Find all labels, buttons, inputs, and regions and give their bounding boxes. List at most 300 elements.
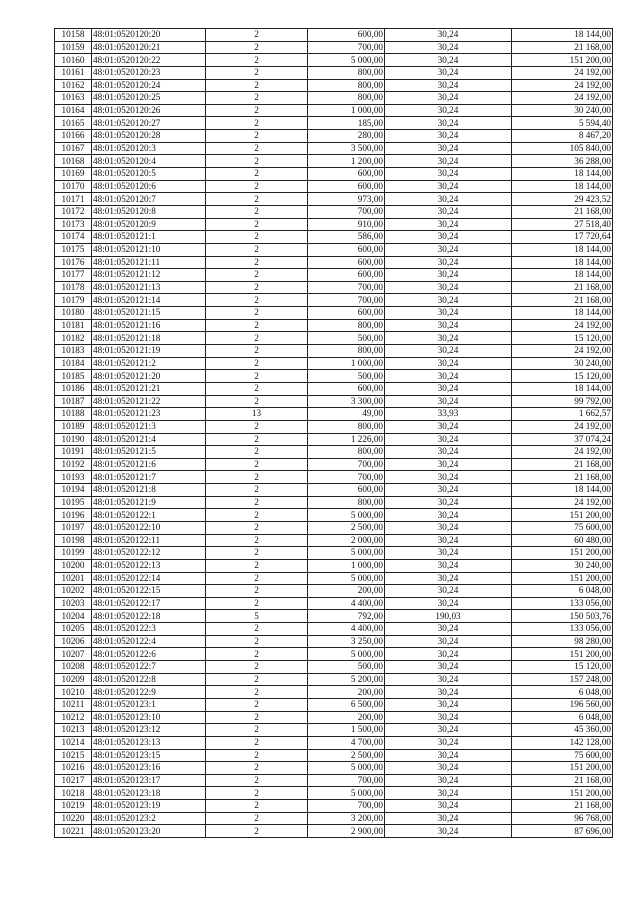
- table-row: [55, 686, 613, 699]
- category-cell: 2: [206, 496, 308, 509]
- value-cell: 1 662,57: [512, 408, 613, 421]
- table-row: [55, 420, 613, 433]
- rate-cell: 30,24: [385, 762, 512, 775]
- area-cell: 700,00: [308, 294, 385, 307]
- area-cell: 2 500,00: [308, 521, 385, 534]
- rate-cell: 30,24: [385, 92, 512, 105]
- category-cell: 2: [206, 231, 308, 244]
- area-cell: 2 000,00: [308, 534, 385, 547]
- row-number-cell: 10200: [55, 559, 92, 572]
- table-row: [55, 104, 613, 117]
- row-number-cell: 10207: [55, 648, 92, 661]
- value-cell: 45 360,00: [512, 724, 613, 737]
- category-cell: 2: [206, 54, 308, 67]
- value-cell: 151 200,00: [512, 762, 613, 775]
- table-row: [55, 698, 613, 711]
- cadastral-number-cell: 48:01:0520121:2: [92, 357, 206, 370]
- area-cell: 700,00: [308, 41, 385, 54]
- value-cell: 142 128,00: [512, 736, 613, 749]
- area-cell: 5 200,00: [308, 673, 385, 686]
- value-cell: 96 768,00: [512, 812, 613, 825]
- rate-cell: 30,24: [385, 787, 512, 800]
- area-cell: 5 000,00: [308, 572, 385, 585]
- category-cell: 2: [206, 395, 308, 408]
- cadastral-number-cell: 48:01:0520120:28: [92, 130, 206, 143]
- value-cell: 18 144,00: [512, 382, 613, 395]
- value-cell: 15 120,00: [512, 332, 613, 345]
- value-cell: 150 503,76: [512, 610, 613, 623]
- row-number-cell: 10172: [55, 205, 92, 218]
- cadastral-number-cell: 48:01:0520120:25: [92, 92, 206, 105]
- area-cell: 4 400,00: [308, 623, 385, 636]
- category-cell: 2: [206, 142, 308, 155]
- area-cell: 1 000,00: [308, 104, 385, 117]
- category-cell: 2: [206, 572, 308, 585]
- area-cell: 200,00: [308, 711, 385, 724]
- cadastral-number-cell: 48:01:0520121:23: [92, 408, 206, 421]
- table-row: [55, 559, 613, 572]
- table-row: [55, 800, 613, 813]
- cadastral-number-cell: 48:01:0520120:22: [92, 54, 206, 67]
- row-number-cell: 10181: [55, 319, 92, 332]
- row-number-cell: 10220: [55, 812, 92, 825]
- row-number-cell: 10203: [55, 597, 92, 610]
- category-cell: 2: [206, 218, 308, 231]
- row-number-cell: 10173: [55, 218, 92, 231]
- area-cell: 800,00: [308, 420, 385, 433]
- table-row: [55, 205, 613, 218]
- row-number-cell: 10159: [55, 41, 92, 54]
- rate-cell: 30,24: [385, 648, 512, 661]
- rate-cell: 30,24: [385, 724, 512, 737]
- row-number-cell: 10213: [55, 724, 92, 737]
- table-row: [55, 724, 613, 737]
- rate-cell: 30,24: [385, 218, 512, 231]
- area-cell: 5 000,00: [308, 54, 385, 67]
- category-cell: 2: [206, 332, 308, 345]
- category-cell: 2: [206, 547, 308, 560]
- area-cell: 700,00: [308, 774, 385, 787]
- category-cell: 2: [206, 749, 308, 762]
- row-number-cell: 10199: [55, 547, 92, 560]
- value-cell: 157 248,00: [512, 673, 613, 686]
- cadastral-number-cell: 48:01:0520122:18: [92, 610, 206, 623]
- category-cell: 2: [206, 155, 308, 168]
- category-cell: 2: [206, 345, 308, 358]
- value-cell: 133 056,00: [512, 597, 613, 610]
- cadastral-number-cell: 48:01:0520121:21: [92, 382, 206, 395]
- value-cell: 75 600,00: [512, 521, 613, 534]
- rate-cell: 30,24: [385, 54, 512, 67]
- cadastral-number-cell: 48:01:0520122:13: [92, 559, 206, 572]
- area-cell: 1 500,00: [308, 724, 385, 737]
- table-row: [55, 130, 613, 143]
- rate-cell: 30,24: [385, 294, 512, 307]
- row-number-cell: 10176: [55, 256, 92, 269]
- rate-cell: 30,24: [385, 433, 512, 446]
- rate-cell: 30,24: [385, 521, 512, 534]
- area-cell: 500,00: [308, 661, 385, 674]
- value-cell: 37 074,24: [512, 433, 613, 446]
- rate-cell: 30,24: [385, 572, 512, 585]
- rate-cell: 30,24: [385, 142, 512, 155]
- rate-cell: 30,24: [385, 585, 512, 598]
- cadastral-number-cell: 48:01:0520122:14: [92, 572, 206, 585]
- area-cell: 1 226,00: [308, 433, 385, 446]
- cadastral-number-cell: 48:01:0520123:20: [92, 825, 206, 838]
- row-number-cell: 10182: [55, 332, 92, 345]
- category-cell: 2: [206, 370, 308, 383]
- row-number-cell: 10205: [55, 623, 92, 636]
- category-cell: 2: [206, 534, 308, 547]
- area-cell: 910,00: [308, 218, 385, 231]
- value-cell: 133 056,00: [512, 623, 613, 636]
- table-row: [55, 370, 613, 383]
- rate-cell: 30,24: [385, 635, 512, 648]
- cadastral-number-cell: 48:01:0520121:20: [92, 370, 206, 383]
- value-cell: 30 240,00: [512, 357, 613, 370]
- row-number-cell: 10163: [55, 92, 92, 105]
- row-number-cell: 10174: [55, 231, 92, 244]
- table-row: [55, 648, 613, 661]
- row-number-cell: 10183: [55, 345, 92, 358]
- rate-cell: 30,24: [385, 686, 512, 699]
- cadastral-number-cell: 48:01:0520123:12: [92, 724, 206, 737]
- value-cell: 21 168,00: [512, 774, 613, 787]
- row-number-cell: 10162: [55, 79, 92, 92]
- row-number-cell: 10192: [55, 458, 92, 471]
- table-row: [55, 382, 613, 395]
- category-cell: 2: [206, 319, 308, 332]
- area-cell: 600,00: [308, 484, 385, 497]
- area-cell: 2 500,00: [308, 749, 385, 762]
- row-number-cell: 10184: [55, 357, 92, 370]
- value-cell: 24 192,00: [512, 420, 613, 433]
- value-cell: 21 168,00: [512, 471, 613, 484]
- value-cell: 151 200,00: [512, 54, 613, 67]
- category-cell: 2: [206, 774, 308, 787]
- table-row: [55, 41, 613, 54]
- table-row: [55, 168, 613, 181]
- area-cell: 200,00: [308, 585, 385, 598]
- row-number-cell: 10210: [55, 686, 92, 699]
- category-cell: 2: [206, 256, 308, 269]
- value-cell: 6 048,00: [512, 585, 613, 598]
- row-number-cell: 10215: [55, 749, 92, 762]
- table-row: [55, 155, 613, 168]
- category-cell: 2: [206, 269, 308, 282]
- row-number-cell: 10202: [55, 585, 92, 598]
- row-number-cell: 10187: [55, 395, 92, 408]
- value-cell: 24 192,00: [512, 66, 613, 79]
- category-cell: 5: [206, 610, 308, 623]
- value-cell: 27 518,40: [512, 218, 613, 231]
- rate-cell: 30,24: [385, 345, 512, 358]
- row-number-cell: 10217: [55, 774, 92, 787]
- rate-cell: 33,93: [385, 408, 512, 421]
- area-cell: 586,00: [308, 231, 385, 244]
- row-number-cell: 10208: [55, 661, 92, 674]
- rate-cell: 30,24: [385, 130, 512, 143]
- category-cell: 2: [206, 307, 308, 320]
- table-row: [55, 572, 613, 585]
- table-row: [55, 509, 613, 522]
- area-cell: 280,00: [308, 130, 385, 143]
- category-cell: 2: [206, 825, 308, 838]
- table-row: [55, 585, 613, 598]
- category-cell: 2: [206, 29, 308, 42]
- rate-cell: 30,24: [385, 307, 512, 320]
- row-number-cell: 10204: [55, 610, 92, 623]
- category-cell: 2: [206, 686, 308, 699]
- area-cell: 185,00: [308, 117, 385, 130]
- table-row: [55, 496, 613, 509]
- category-cell: 2: [206, 104, 308, 117]
- table-row: [55, 749, 613, 762]
- category-cell: 2: [206, 193, 308, 206]
- category-cell: 2: [206, 180, 308, 193]
- table-row: [55, 79, 613, 92]
- rate-cell: 30,24: [385, 812, 512, 825]
- area-cell: 49,00: [308, 408, 385, 421]
- area-cell: 3 250,00: [308, 635, 385, 648]
- category-cell: 2: [206, 762, 308, 775]
- row-number-cell: 10175: [55, 243, 92, 256]
- cadastral-number-cell: 48:01:0520121:7: [92, 471, 206, 484]
- cadastral-number-cell: 48:01:0520120:6: [92, 180, 206, 193]
- rate-cell: 30,24: [385, 168, 512, 181]
- value-cell: 18 144,00: [512, 29, 613, 42]
- value-cell: 30 240,00: [512, 104, 613, 117]
- table-row: [55, 332, 613, 345]
- cadastral-number-cell: 48:01:0520121:16: [92, 319, 206, 332]
- area-cell: 5 000,00: [308, 547, 385, 560]
- table-row: [55, 610, 613, 623]
- table-row: [55, 458, 613, 471]
- cadastral-number-cell: 48:01:0520121:11: [92, 256, 206, 269]
- cadastral-number-cell: 48:01:0520121:12: [92, 269, 206, 282]
- cadastral-number-cell: 48:01:0520120:21: [92, 41, 206, 54]
- value-cell: 18 144,00: [512, 269, 613, 282]
- rate-cell: 30,24: [385, 446, 512, 459]
- area-cell: 6 500,00: [308, 698, 385, 711]
- table-row: [55, 180, 613, 193]
- value-cell: 21 168,00: [512, 281, 613, 294]
- row-number-cell: 10216: [55, 762, 92, 775]
- rate-cell: 30,24: [385, 496, 512, 509]
- category-cell: 2: [206, 205, 308, 218]
- area-cell: 700,00: [308, 471, 385, 484]
- value-cell: 6 048,00: [512, 686, 613, 699]
- cadastral-number-cell: 48:01:0520121:15: [92, 307, 206, 320]
- table-row: [55, 825, 613, 838]
- row-number-cell: 10171: [55, 193, 92, 206]
- cadastral-number-cell: 48:01:0520121:3: [92, 420, 206, 433]
- rate-cell: 30,24: [385, 205, 512, 218]
- category-cell: 2: [206, 66, 308, 79]
- rate-cell: 30,24: [385, 357, 512, 370]
- cadastral-number-cell: 48:01:0520123:13: [92, 736, 206, 749]
- table-row: [55, 256, 613, 269]
- area-cell: 800,00: [308, 345, 385, 358]
- area-cell: 2 900,00: [308, 825, 385, 838]
- rate-cell: 30,24: [385, 193, 512, 206]
- rate-cell: 30,24: [385, 117, 512, 130]
- value-cell: 151 200,00: [512, 572, 613, 585]
- row-number-cell: 10197: [55, 521, 92, 534]
- table-row: [55, 446, 613, 459]
- table-row: [55, 635, 613, 648]
- value-cell: 105 840,00: [512, 142, 613, 155]
- row-number-cell: 10201: [55, 572, 92, 585]
- row-number-cell: 10212: [55, 711, 92, 724]
- row-number-cell: 10206: [55, 635, 92, 648]
- area-cell: 800,00: [308, 446, 385, 459]
- rate-cell: 30,24: [385, 382, 512, 395]
- rate-cell: 30,24: [385, 29, 512, 42]
- cadastral-number-cell: 48:01:0520121:4: [92, 433, 206, 446]
- area-cell: 600,00: [308, 29, 385, 42]
- row-number-cell: 10189: [55, 420, 92, 433]
- area-cell: 1 000,00: [308, 559, 385, 572]
- area-cell: 600,00: [308, 269, 385, 282]
- cadastral-number-cell: 48:01:0520122:7: [92, 661, 206, 674]
- cadastral-number-cell: 48:01:0520120:24: [92, 79, 206, 92]
- category-cell: 2: [206, 812, 308, 825]
- value-cell: 99 792,00: [512, 395, 613, 408]
- value-cell: 98 280,00: [512, 635, 613, 648]
- category-cell: 2: [206, 281, 308, 294]
- row-number-cell: 10158: [55, 29, 92, 42]
- rate-cell: 30,24: [385, 484, 512, 497]
- cadastral-number-cell: 48:01:0520123:10: [92, 711, 206, 724]
- table-row: [55, 484, 613, 497]
- rate-cell: 30,24: [385, 269, 512, 282]
- table-row: [55, 661, 613, 674]
- value-cell: 24 192,00: [512, 496, 613, 509]
- row-number-cell: 10194: [55, 484, 92, 497]
- category-cell: 2: [206, 382, 308, 395]
- rate-cell: 30,24: [385, 420, 512, 433]
- value-cell: 21 168,00: [512, 294, 613, 307]
- area-cell: 500,00: [308, 332, 385, 345]
- cadastral-number-cell: 48:01:0520121:18: [92, 332, 206, 345]
- table-row: [55, 812, 613, 825]
- row-number-cell: 10186: [55, 382, 92, 395]
- value-cell: 24 192,00: [512, 319, 613, 332]
- cadastral-number-cell: 48:01:0520122:15: [92, 585, 206, 598]
- row-number-cell: 10188: [55, 408, 92, 421]
- value-cell: 18 144,00: [512, 243, 613, 256]
- rate-cell: 30,24: [385, 673, 512, 686]
- category-cell: 2: [206, 800, 308, 813]
- cadastral-number-cell: 48:01:0520121:5: [92, 446, 206, 459]
- table-row: [55, 408, 613, 421]
- rate-cell: 30,24: [385, 698, 512, 711]
- value-cell: 5 594,40: [512, 117, 613, 130]
- table-row: [55, 736, 613, 749]
- area-cell: 800,00: [308, 496, 385, 509]
- table-row: [55, 307, 613, 320]
- table-row: [55, 774, 613, 787]
- area-cell: 4 700,00: [308, 736, 385, 749]
- rate-cell: 30,24: [385, 559, 512, 572]
- rate-cell: 30,24: [385, 395, 512, 408]
- area-cell: 1 000,00: [308, 357, 385, 370]
- table-row: [55, 623, 613, 636]
- category-cell: 2: [206, 661, 308, 674]
- category-cell: 2: [206, 711, 308, 724]
- row-number-cell: 10209: [55, 673, 92, 686]
- value-cell: 151 200,00: [512, 787, 613, 800]
- cadastral-number-cell: 48:01:0520121:8: [92, 484, 206, 497]
- area-cell: 200,00: [308, 686, 385, 699]
- area-cell: 700,00: [308, 800, 385, 813]
- rate-cell: 30,24: [385, 534, 512, 547]
- table-row: [55, 66, 613, 79]
- value-cell: 21 168,00: [512, 41, 613, 54]
- cadastral-number-cell: 48:01:0520123:15: [92, 749, 206, 762]
- rate-cell: 30,24: [385, 547, 512, 560]
- cadastral-number-cell: 48:01:0520120:23: [92, 66, 206, 79]
- value-cell: 6 048,00: [512, 711, 613, 724]
- cadastral-number-cell: 48:01:0520123:1: [92, 698, 206, 711]
- cadastral-number-cell: 48:01:0520122:8: [92, 673, 206, 686]
- category-cell: 2: [206, 357, 308, 370]
- row-number-cell: 10218: [55, 787, 92, 800]
- row-number-cell: 10191: [55, 446, 92, 459]
- rate-cell: 30,24: [385, 104, 512, 117]
- rate-cell: 30,24: [385, 231, 512, 244]
- value-cell: 75 600,00: [512, 749, 613, 762]
- area-cell: 4 400,00: [308, 597, 385, 610]
- table-row: [55, 471, 613, 484]
- table-row: [55, 294, 613, 307]
- row-number-cell: 10178: [55, 281, 92, 294]
- table-row: [55, 521, 613, 534]
- category-cell: 2: [206, 294, 308, 307]
- cadastral-number-cell: 48:01:0520121:10: [92, 243, 206, 256]
- table-row: [55, 29, 613, 42]
- category-cell: 2: [206, 559, 308, 572]
- cadastral-number-cell: 48:01:0520123:17: [92, 774, 206, 787]
- row-number-cell: 10221: [55, 825, 92, 838]
- area-cell: 3 300,00: [308, 395, 385, 408]
- category-cell: 13: [206, 408, 308, 421]
- value-cell: 21 168,00: [512, 458, 613, 471]
- rate-cell: 30,24: [385, 736, 512, 749]
- cadastral-number-cell: 48:01:0520122:3: [92, 623, 206, 636]
- table-row: [55, 269, 613, 282]
- value-cell: 21 168,00: [512, 205, 613, 218]
- area-cell: 600,00: [308, 256, 385, 269]
- area-cell: 973,00: [308, 193, 385, 206]
- cadastral-number-cell: 48:01:0520122:1: [92, 509, 206, 522]
- value-cell: 15 120,00: [512, 370, 613, 383]
- category-cell: 2: [206, 484, 308, 497]
- value-cell: 18 144,00: [512, 180, 613, 193]
- value-cell: 151 200,00: [512, 509, 613, 522]
- cadastral-number-cell: 48:01:0520122:6: [92, 648, 206, 661]
- table-row: [55, 281, 613, 294]
- value-cell: 15 120,00: [512, 661, 613, 674]
- cadastral-number-cell: 48:01:0520120:20: [92, 29, 206, 42]
- table-row: [55, 597, 613, 610]
- cadastral-number-cell: 48:01:0520120:3: [92, 142, 206, 155]
- value-cell: 24 192,00: [512, 79, 613, 92]
- category-cell: 2: [206, 673, 308, 686]
- area-cell: 600,00: [308, 168, 385, 181]
